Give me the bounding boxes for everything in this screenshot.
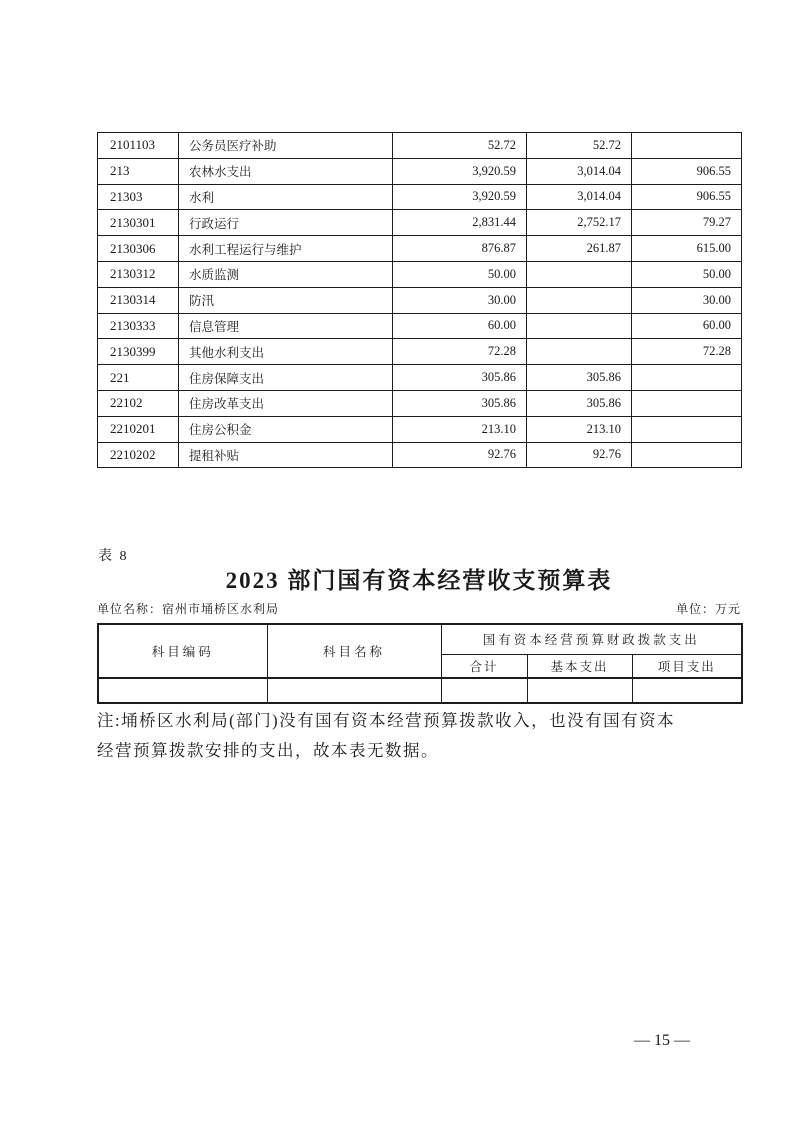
subject-name-cell: 其他水利支出 xyxy=(179,339,393,365)
total-cell: 92.76 xyxy=(393,442,527,468)
header-project: 项目支出 xyxy=(632,654,742,678)
table-row xyxy=(98,133,742,159)
table-row xyxy=(98,210,742,236)
unit-label: 单位： xyxy=(675,602,715,616)
table-row xyxy=(98,442,742,468)
subject-code-cell: 22102 xyxy=(98,390,179,416)
table8-label: 表 8 xyxy=(98,549,129,564)
header-basic: 基本支出 xyxy=(527,654,632,678)
subject-name-cell: 防汛 xyxy=(179,287,393,313)
header-subject-code: 科目编码 xyxy=(98,624,267,678)
total-cell: 72.28 xyxy=(393,339,527,365)
project-cell xyxy=(632,442,742,468)
table-row xyxy=(98,236,742,262)
header-subject-name: 科目名称 xyxy=(267,624,441,678)
subject-code-cell: 221 xyxy=(98,365,179,391)
table-row xyxy=(98,184,742,210)
subject-name-cell: 水利 xyxy=(179,184,393,210)
unit-name-text xyxy=(97,600,279,617)
total-cell: 30.00 xyxy=(393,287,527,313)
total-cell: 50.00 xyxy=(393,261,527,287)
subject-code-cell: 2130312 xyxy=(98,261,179,287)
basic-cell xyxy=(527,287,632,313)
project-cell: 72.28 xyxy=(632,339,742,365)
table-row xyxy=(98,261,742,287)
subject-code-cell: 2130399 xyxy=(98,339,179,365)
total-cell: 305.86 xyxy=(393,390,527,416)
basic-cell: 213.10 xyxy=(527,416,632,442)
basic-cell xyxy=(527,678,632,703)
table-row xyxy=(98,339,742,365)
total-cell: 305.86 xyxy=(393,365,527,391)
total-cell: 3,920.59 xyxy=(393,184,527,210)
subject-code-cell xyxy=(98,678,267,703)
project-cell: 615.00 xyxy=(632,236,742,262)
basic-cell: 305.86 xyxy=(527,390,632,416)
total-cell: 60.00 xyxy=(393,313,527,339)
page-number: — 15 — xyxy=(634,1032,690,1049)
table-row xyxy=(98,416,742,442)
header-row-group xyxy=(98,624,742,654)
subject-code-cell: 2210202 xyxy=(98,442,179,468)
unit-name-value: 宿州市埇桥区水利局 xyxy=(162,602,280,616)
project-cell: 60.00 xyxy=(632,313,742,339)
basic-cell: 261.87 xyxy=(527,236,632,262)
note-line-2: 经营预算拨款安排的支出，故本表无数据。 xyxy=(97,741,439,760)
table-row xyxy=(98,313,742,339)
basic-cell xyxy=(527,261,632,287)
project-cell xyxy=(632,133,742,159)
project-cell xyxy=(632,416,742,442)
subject-name-cell: 信息管理 xyxy=(179,313,393,339)
basic-cell: 3,014.04 xyxy=(527,184,632,210)
table-row xyxy=(98,158,742,184)
total-cell: 52.72 xyxy=(393,133,527,159)
subject-name-cell: 水质监测 xyxy=(179,261,393,287)
note-text xyxy=(97,706,745,766)
subject-code-cell: 2130306 xyxy=(98,236,179,262)
header-total: 合计 xyxy=(441,654,527,678)
subject-name-cell: 农林水支出 xyxy=(179,158,393,184)
basic-cell xyxy=(527,339,632,365)
total-cell xyxy=(441,678,527,703)
unit-measure-text xyxy=(676,600,741,617)
subject-name-cell: 行政运行 xyxy=(179,210,393,236)
project-cell: 30.00 xyxy=(632,287,742,313)
subject-name-cell: 公务员医疗补助 xyxy=(179,133,393,159)
project-cell: 50.00 xyxy=(632,261,742,287)
project-cell: 906.55 xyxy=(632,184,742,210)
project-cell xyxy=(632,365,742,391)
page-title: 2023 部门国有资本经营收支预算表 xyxy=(225,568,613,593)
basic-cell: 92.76 xyxy=(527,442,632,468)
subject-code-cell: 2101103 xyxy=(98,133,179,159)
project-cell: 906.55 xyxy=(632,158,742,184)
table-row xyxy=(98,390,742,416)
unit-line xyxy=(97,600,741,617)
basic-cell: 305.86 xyxy=(527,365,632,391)
total-cell: 2,831.44 xyxy=(393,210,527,236)
subject-code-cell: 21303 xyxy=(98,184,179,210)
project-cell xyxy=(632,390,742,416)
basic-cell: 2,752.17 xyxy=(527,210,632,236)
unit-name-label: 单位名称： xyxy=(97,602,163,616)
table-row xyxy=(98,678,742,703)
subject-code-cell: 2130333 xyxy=(98,313,179,339)
basic-cell: 52.72 xyxy=(527,133,632,159)
subject-code-cell: 2130301 xyxy=(98,210,179,236)
subject-name-cell: 水利工程运行与维护 xyxy=(179,236,393,262)
table-row xyxy=(98,365,742,391)
subject-name-cell: 提租补贴 xyxy=(179,442,393,468)
capital-budget-table xyxy=(97,623,743,704)
subject-name-cell: 住房保障支出 xyxy=(179,365,393,391)
subject-code-cell: 2130314 xyxy=(98,287,179,313)
project-cell xyxy=(632,678,742,703)
basic-cell xyxy=(527,313,632,339)
table-row xyxy=(98,287,742,313)
subject-name-cell: 住房公积金 xyxy=(179,416,393,442)
note-line-1: 注:埇桥区水利局(部门)没有国有资本经营预算拨款收入，也没有国有资本 xyxy=(97,711,676,730)
subject-code-cell: 213 xyxy=(98,158,179,184)
total-cell: 876.87 xyxy=(393,236,527,262)
total-cell: 3,920.59 xyxy=(393,158,527,184)
header-group: 国有资本经营预算财政拨款支出 xyxy=(441,624,742,654)
subject-name-cell xyxy=(267,678,441,703)
project-cell: 79.27 xyxy=(632,210,742,236)
subject-code-cell: 2210201 xyxy=(98,416,179,442)
unit-value: 万元 xyxy=(714,602,741,616)
total-cell: 213.10 xyxy=(393,416,527,442)
expenditure-detail-table xyxy=(97,132,742,468)
subject-name-cell: 住房改革支出 xyxy=(179,390,393,416)
basic-cell: 3,014.04 xyxy=(527,158,632,184)
